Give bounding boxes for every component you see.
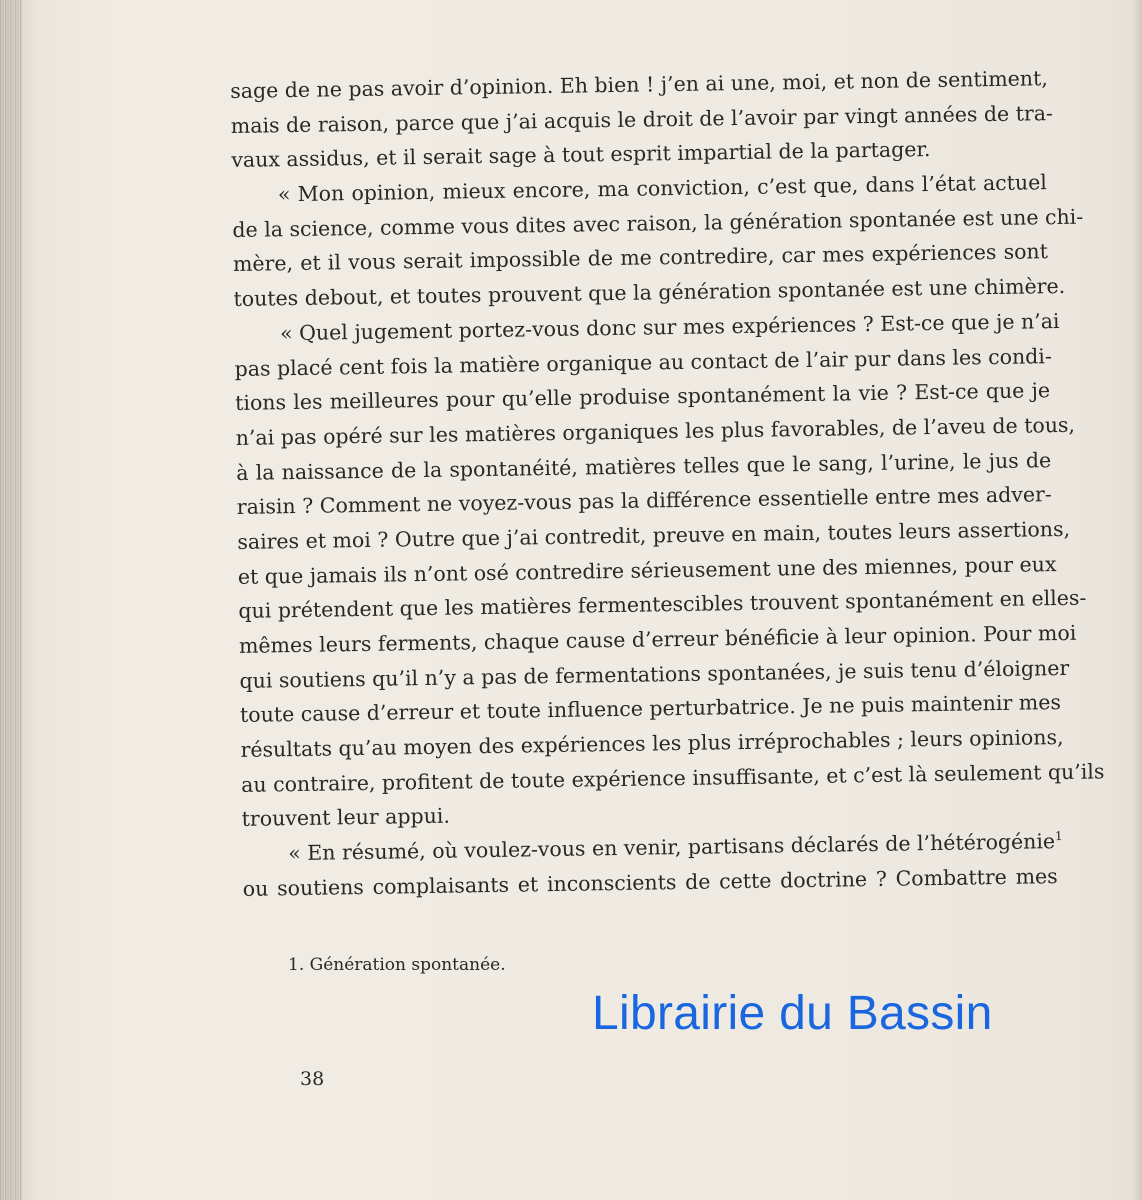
page-right-edge [1132,0,1142,1200]
text-line: trouvent leur appui. [241,804,451,832]
text-line: mêmes leurs ferments, chaque cause d’erreur bénéficie à leur opinion. Pour moi [238,620,1077,658]
text-line: et que jamais ils n’ont osé contredire sérieusement une des miennes, pour eux [237,551,1057,589]
text-line: n’ai pas opéré sur les matières organiques les plus favorables, de l’aveu de tous, [235,412,1076,450]
text-line: au contraire, profitent de toute expérience insuffisante, et c’est là seulement qu’ils [240,759,1105,797]
page-number: 38 [300,1068,325,1090]
text-line: toutes debout, et toutes prouvent que la génération spontanée est une chimère. [233,274,1066,312]
footnote-marker: 1 [1054,829,1063,844]
text-line: saires et moi ? Outre que j’ai contredit, preuve en main, toutes leurs assertions, [237,516,1071,554]
text-line: toute cause d’erreur et toute influence perturbatrice. Je ne puis maintenir mes [239,690,1062,728]
footnote: 1. Génération spontanée. [288,955,506,975]
text-line: qui soutiens qu’il n’y a pas de fermentations spontanées, je suis tenu d’éloigner [239,655,1070,693]
text-line: ou soutiens complaisants et inconscients de cette doctrine ? Combattre mes [242,863,1058,901]
text-line: tions les meilleures pour qu’elle produise spontanément la vie ? Est-ce que je [234,378,1051,416]
text-line-content: « En résumé, où voulez-vous en venir, partisans déclarés de l’hétérogénie [288,829,1056,866]
text-line: raisin ? Comment ne voyez-vous pas la différence essentielle entre mes adver- [236,482,1052,520]
text-line: vaux assidus, et il serait sage à tout esprit impartial de la partager. [231,137,931,173]
text-line: pas placé cent fois la matière organique au contact de l’air pur dans les condi- [234,343,1052,381]
text-line: de la science, comme vous dites avec raison, la génération spontanée est une chi- [232,204,1084,242]
text-line: mais de raison, parce que j’ai acquis le droit de l’avoir par vingt années de tra- [230,100,1054,138]
text-line: à la naissance de la spontanéité, matières telles que le sang, l’urine, le jus de [236,447,1052,485]
text-line: résultats qu’au moyen des expériences les plus irréprochables ; leurs opinions, [240,725,1064,762]
text-line: « Mon opinion, mieux encore, ma conviction, c’est que, dans l’état actuel [277,170,1047,207]
watermark-text: Librairie du Bassin [592,987,993,1040]
text-line: mère, et il vous serait impossible de me contredire, car mes expériences sont [232,239,1049,277]
text-line: « Quel jugement portez-vous donc sur mes expériences ? Est-ce que je n’ai [279,308,1060,346]
text-line: sage de ne pas avoir d’opinion. Eh bien ! j’en ai une, moi, et non de sentiment, [230,66,1048,103]
body-text [230,61,1105,906]
text-line: qui prétendent que les matières fermentescibles trouvent spontanément en elles- [238,585,1087,624]
page-stack-edges [0,0,22,1200]
